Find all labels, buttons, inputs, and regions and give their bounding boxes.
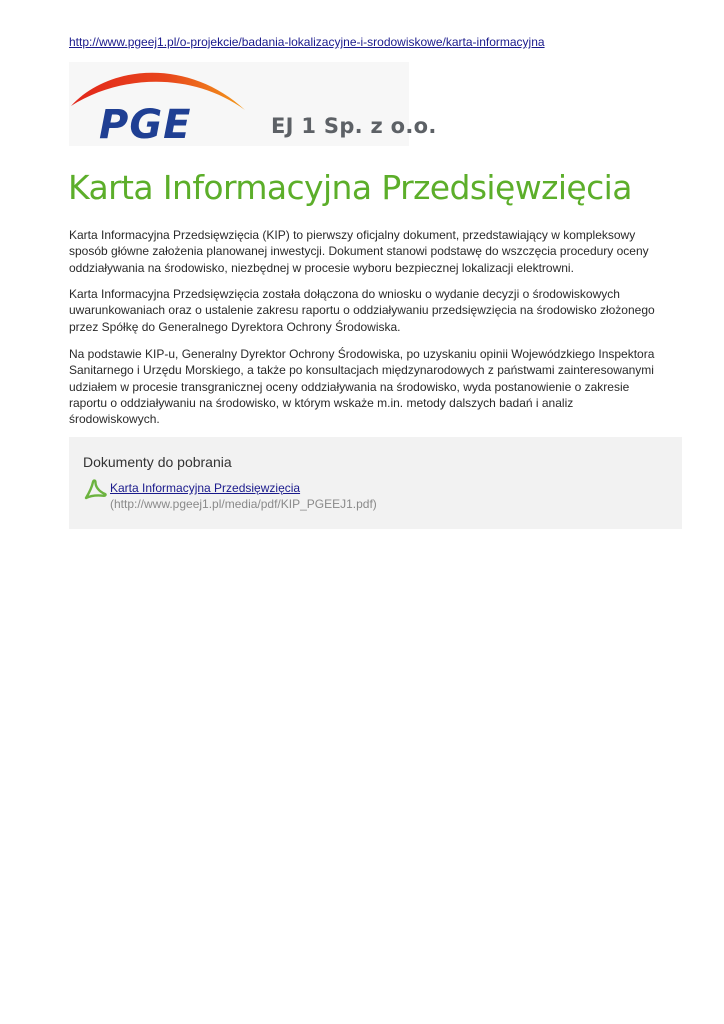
submission-paragraph: Karta Informacyjna Przedsięwzięcia została dołączona do wniosku o wydanie decyzji o środowiskowych uwarunkowaniach oraz o ustalenie zakresu raportu o oddziaływaniu przedsięwzięcia na środowisko złożonego przez Spółkę do Generalnego Dyrektora Ochrony Środowiska.	[69, 287, 655, 334]
logo-text: PGE	[99, 102, 192, 146]
company-name: EJ 1 Sp. z o.o.	[271, 114, 437, 138]
source-url-link[interactable]: http://www.pgeej1.pl/o-projekcie/badania-lokalizacyjne-i-srodowiskowe/karta-informacyjna	[69, 35, 545, 49]
kip-document-url: (http://www.pgeej1.pl/media/pdf/KIP_PGEEJ1.pdf)	[110, 497, 377, 511]
procedure-paragraph: Na podstawie KIP-u, Generalny Dyrektor Ochrony Środowiska, po uzyskaniu opinii Wojewódzkiego Inspektora Sanitarnego i Urzędu Morskiego, a także po konsultacjach międzynarodowych z państwami zainteresowanymi udziałem w procesie transgranicznej oceny oddziaływania na środowisko, wyda postanowienie o zakresie raportu o oddziaływaniu na środowisko, w którym wskaże m.in. metody dalszych badań i analiz środowiskowych.	[69, 347, 655, 427]
page-title: Karta Informacyjna Przedsięwzięcia	[68, 168, 632, 207]
downloads-panel	[69, 437, 682, 529]
intro-paragraph: Karta Informacyjna Przedsięwzięcia (KIP) to pierwszy oficjalny dokument, przedstawiający w kompleksowy sposób główne założenia planowanej inwestycji. Dokument stanowi podstawę do wszczęcia procedury oceny oddziaływania na środowisko, niezbędnej w procesie wyboru bezpiecznej lokalizacji elektrowni.	[69, 228, 649, 275]
pge-logo-icon	[69, 62, 269, 146]
kip-document-link[interactable]: Karta Informacyjna Przedsięwzięcia	[110, 481, 301, 495]
downloads-heading: Dokumenty do pobrania	[83, 454, 232, 470]
pdf-icon	[83, 479, 107, 506]
company-logo	[69, 62, 437, 146]
